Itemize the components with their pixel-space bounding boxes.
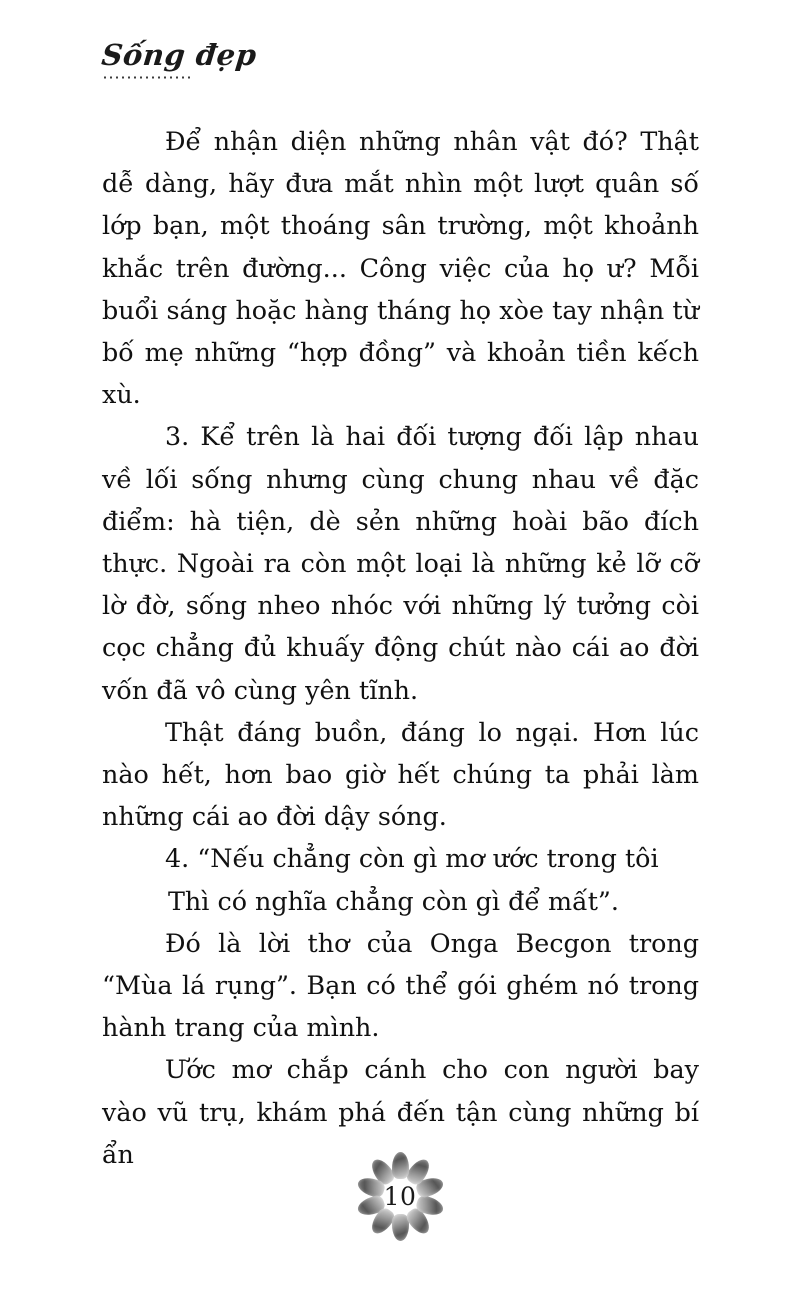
page-text-block [102, 120, 699, 1175]
body-paragraph: Ước mơ chắp cánh cho con người bay vào vũ trụ, khám phá đến tận cùng những bí ẩn [102, 1054, 699, 1169]
running-head [100, 38, 400, 94]
body-paragraph: Để nhận diện những nhân vật đó? Thật dễ dàng, hãy đưa mắt nhìn một lượt quân số lớp bạn, một thoáng sân trường, một khoảnh khắc trên đường... Công việc của họ ư? Mỗi buổi sáng hoặc hàng tháng họ xòe tay nhận từ bố mẹ những “hợp đồng” và khoản tiền kếch xù. [102, 126, 699, 410]
body-paragraph: Đó là lời thơ của Onga Becgon trong “Mùa lá rụng”. Bạn có thể gói ghém nó trong hành trang của mình. [102, 927, 699, 1043]
running-head-title: Sống đẹp [100, 38, 259, 72]
running-head-dotted-rule [102, 76, 190, 79]
body-paragraph: Thật đáng buồn, đáng lo ngại. Hơn lúc nào hết, hơn bao giờ hết chúng ta phải làm những cái ao đời dậy sóng. [102, 716, 699, 832]
body-paragraph: 3. Kể trên là hai đối tượng đối lập nhau về lối sống nhưng cùng chung nhau về đặc điểm: hà tiện, dè sẻn những hoài bão đích thực. Ngoài ra còn một loại là những kẻ lỡ cỡ lờ đờ, sống nheo nhóc với những lý tưởng còi cọc chẳng đủ khuấy động chút nào cái ao đời vốn đã vô cùng yên tĩnh. [102, 421, 699, 705]
verse-line: Thì có nghĩa chẳng còn gì để mất”. [168, 885, 619, 916]
flower-ornament-icon [352, 1148, 448, 1244]
page-footer [0, 1148, 800, 1244]
page-number: 10 [383, 1181, 417, 1211]
verse-line: 4. “Nếu chẳng còn gì mơ ước trong tôi [165, 843, 659, 874]
